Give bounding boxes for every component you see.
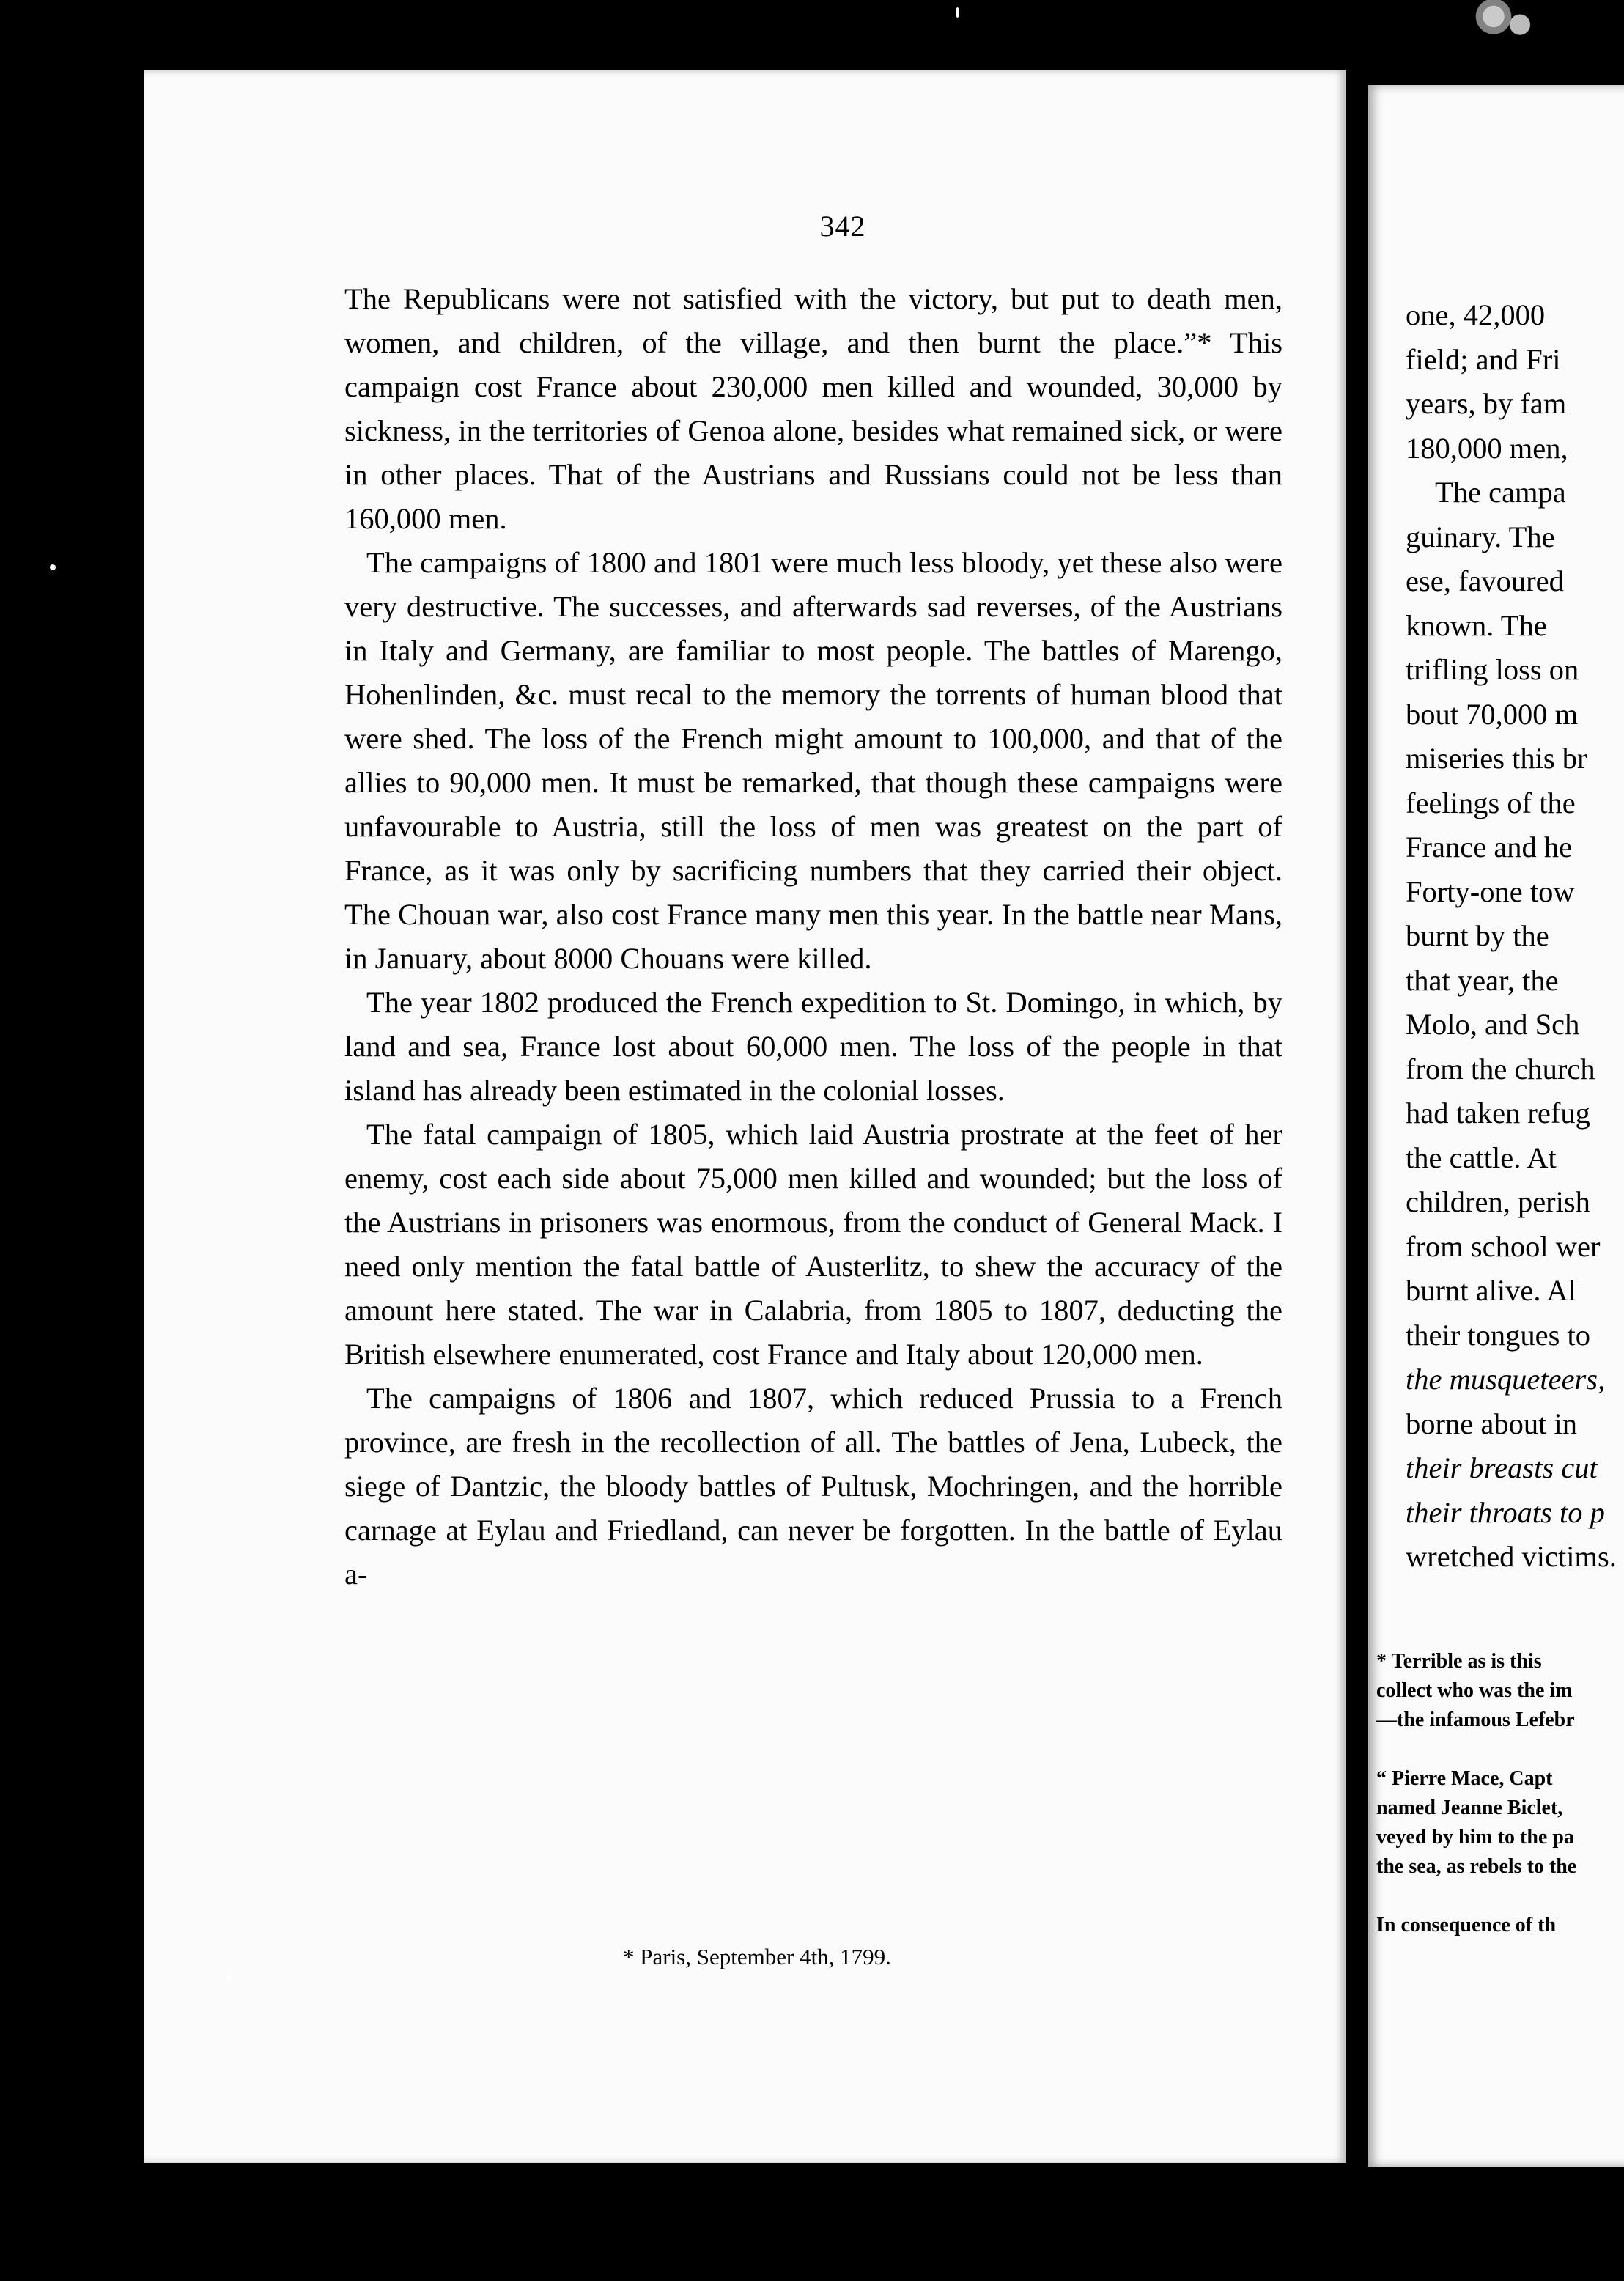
left-body-text [344, 277, 1282, 1596]
right-footnotes [1376, 1647, 1624, 1940]
paragraph: The fatal campaign of 1805, which laid Austria prostrate at the feet of her enemy, cost each side about 75,000 men killed and wounded; but the loss of the Austrians in prisoners was enormous, from the conduct of General Mack. I need only mention the fatal battle of Austerlitz, to shew the accuracy of the amount here stated. The war in Calabria, from 1805 to 1807, deducting the British elsewhere enumerated, cost France and Italy about 120,000 men. [344, 1118, 1282, 1371]
paragraph: The campaigns of 1800 and 1801 were much less bloody, yet these also were very destructive. The successes, and afterwards sad reverses, of the Austrians in Italy and Germany, are familiar to most people. The battles of Marengo, Hohenlinden, &c. must recal to the memory the torrents of human blood that were shed. The loss of the French might amount to 100,000, and that of the allies to 90,000 men. It must be remarked, that though these campaigns were unfavourable to Austria, still the loss of men was greatest on the part of France, as it was only by sacrificing numbers that they carried their object. The Chouan war, also cost France many men this year. In the battle near Mans, in January, about 8000 Chouans were killed. [344, 546, 1282, 975]
text-line: field; and Fri [1406, 342, 1561, 376]
text-line: wretched victims. [1406, 1540, 1617, 1573]
text-line: from the church [1406, 1052, 1595, 1086]
note-line: the sea, as rebels to the [1376, 1855, 1577, 1878]
text-line: Molo, and Sch [1406, 1008, 1580, 1041]
text-line: their tongues to [1406, 1318, 1590, 1352]
scan-speck [50, 564, 56, 570]
text-line: children, perish [1406, 1185, 1590, 1218]
paragraph: The campaigns of 1806 and 1807, which reduced Prussia to a French province, are fresh in the recollection of all. The battles of Jena, Lubeck, the siege of Dantzic, the bloody battles of Pultusk, Mochringen, and the horrible carnage at Eylau and Friedland, can never be forgotten. In the battle of Eylau a- [344, 1382, 1282, 1591]
note-line: veyed by him to the pa [1376, 1826, 1574, 1849]
text-line: years, by fam [1406, 387, 1567, 420]
scan-speck [956, 7, 959, 18]
text-line: miseries this br [1406, 742, 1587, 775]
text-line: Forty-one tow [1406, 874, 1575, 908]
right-body-text [1406, 293, 1624, 1580]
text-line: 180,000 men, [1406, 431, 1568, 465]
text-line: had taken refug [1406, 1097, 1590, 1130]
text-line: trifling loss on [1406, 653, 1579, 686]
note-line: named Jeanne Biclet, [1376, 1797, 1563, 1819]
scan-speck [227, 1975, 232, 1979]
text-line: one, 42,000 [1406, 298, 1546, 331]
text-line: the cattle. At [1406, 1140, 1557, 1174]
page-edge-ornament [1458, 0, 1546, 41]
note-line: In consequence of th [1376, 1914, 1557, 1937]
text-line: that year, the [1406, 963, 1559, 997]
note-line: * Terrible as is this [1376, 1650, 1542, 1673]
text-line: feelings of the [1406, 786, 1576, 819]
footnote: * Paris, September 4th, 1799. [623, 1944, 891, 1969]
text-line: known. The [1406, 608, 1547, 642]
note-line: collect who was the im [1376, 1679, 1573, 1702]
text-line: bout 70,000 m [1406, 697, 1579, 731]
text-line: France and he [1406, 830, 1573, 863]
text-line: burnt by the [1406, 919, 1549, 952]
text-line-italic: the musqueteers, [1406, 1363, 1606, 1396]
text-line: from school wer [1406, 1229, 1601, 1263]
text-line: burnt alive. Al [1406, 1274, 1576, 1307]
text-line-italic: their throats to p [1406, 1495, 1605, 1529]
text-line: borne about in [1406, 1407, 1577, 1440]
page-number: 342 [819, 210, 866, 243]
note-line: “ Pierre Mace, Capt [1376, 1767, 1553, 1790]
text-line-italic: their breasts cut [1406, 1451, 1598, 1484]
note-line: —the infamous Lefebr [1376, 1709, 1575, 1731]
text-line: guinary. The [1406, 520, 1555, 553]
paragraph: The year 1802 produced the French expedition to St. Domingo, in which, by land and sea, France lost about 60,000 men. The loss of the people in that island has already been estimated in the colonial losses. [344, 986, 1282, 1107]
text-line: The campa [1435, 476, 1566, 509]
paragraph: The Republicans were not satisfied with the victory, but put to death men, women, and children, of the village, and then burnt the place.”* This campaign cost France about 230,000 men killed and wounded, 30,000 by sickness, in the territories of Genoa alone, besides what remained sick, or were in other places. That of the Austrians and Russians could not be less than 160,000 men. [344, 282, 1282, 535]
text-line: ese, favoured [1406, 564, 1564, 597]
